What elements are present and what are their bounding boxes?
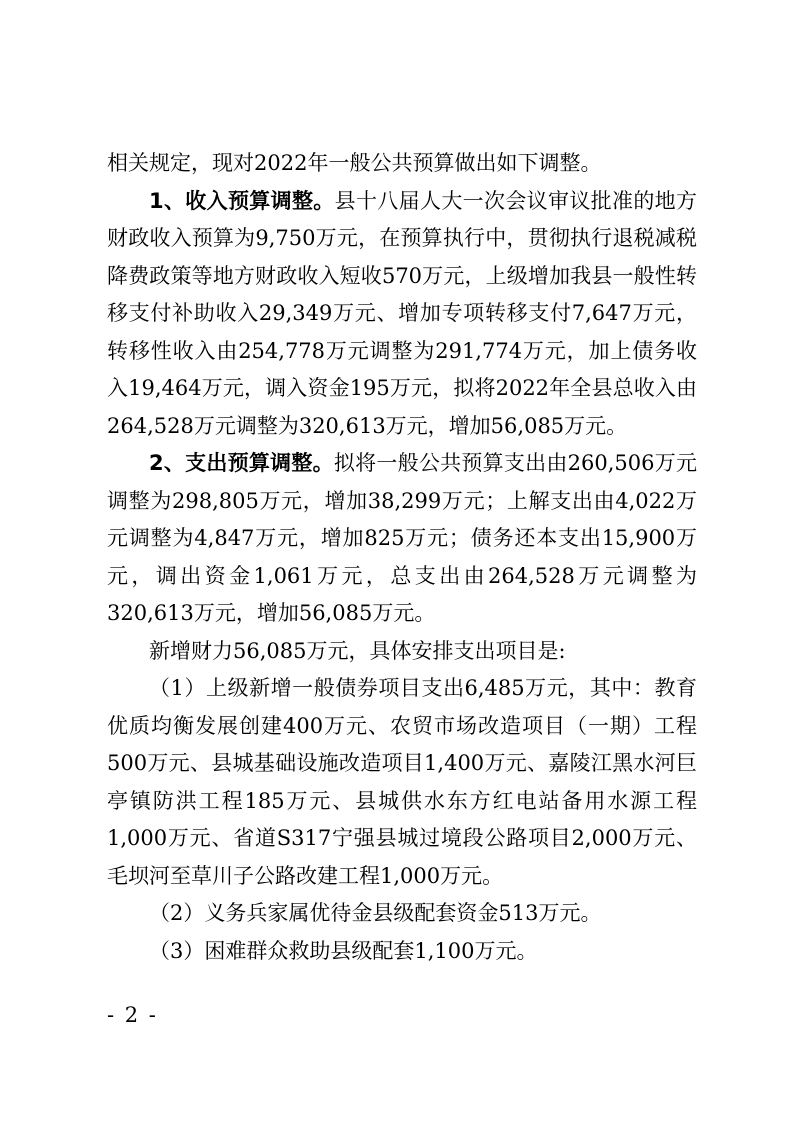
expenditure-adjustment-heading: 2、支出预算调整。 <box>149 451 334 475</box>
revenue-adjustment-heading: 1、收入预算调整。 <box>149 188 335 213</box>
document-body <box>107 145 697 970</box>
paragraph-item-1: （1）上级新增一般债券项目支出6,485万元，其中：教育优质均衡发展创建400万元、农贸市场改造项目（一期）工程500万元、县城基础设施改造项目1,400万元、嘉陵江黑水河巨亭镇防洪工程185万元、县城供水东方红电站备用水源工程1,000万元、省道S317宁强县城过境段公路项目2,000万元、毛坝河至草川子公路改建工程1,000万元。 <box>107 676 697 888</box>
paragraph-item-3: （3）困难群众救助县级配套1,100万元。 <box>149 938 538 963</box>
page-number: - 2 - <box>107 1003 158 1027</box>
paragraph-revenue-adjustment <box>107 183 697 446</box>
paragraph-intro: 相关规定，现对2022年一般公共预算做出如下调整。 <box>107 151 602 175</box>
revenue-adjustment-text: 县十八届人大一次会议审议批准的地方财政收入预算为9,750万元，在预算执行中，贯彻执行退税减税降费政策等地方财政收入短收570万元，上级增加我县一般性转移支付补助收入29,349万元、增加专项转移支付7,647万元，转移性收入由254,778万元调整为291,774万元，加上债务收入19,464万元，调入资金195万元，拟将2022年全县总收入由264,528万元调整为320,613万元，增加56,085万元。 <box>107 188 697 438</box>
paragraph-new-funds: 新增财力56,085万元，具体安排支出项目是: <box>149 638 566 663</box>
expenditure-adjustment-text: 拟将一般公共预算支出由260,506万元调整为298,805万元，增加38,299万元；上解支出由4,022万元调整为4,847万元，增加825万元；债务还本支出15,900万元，调出资金1,061万元，总支出由264,528万元调整为320,613万元，增加56,085万元。 <box>107 451 697 625</box>
paragraph-item-2: （2）义务兵家属优待金县级配套资金513万元。 <box>149 901 602 925</box>
paragraph-expenditure-adjustment <box>107 445 697 633</box>
